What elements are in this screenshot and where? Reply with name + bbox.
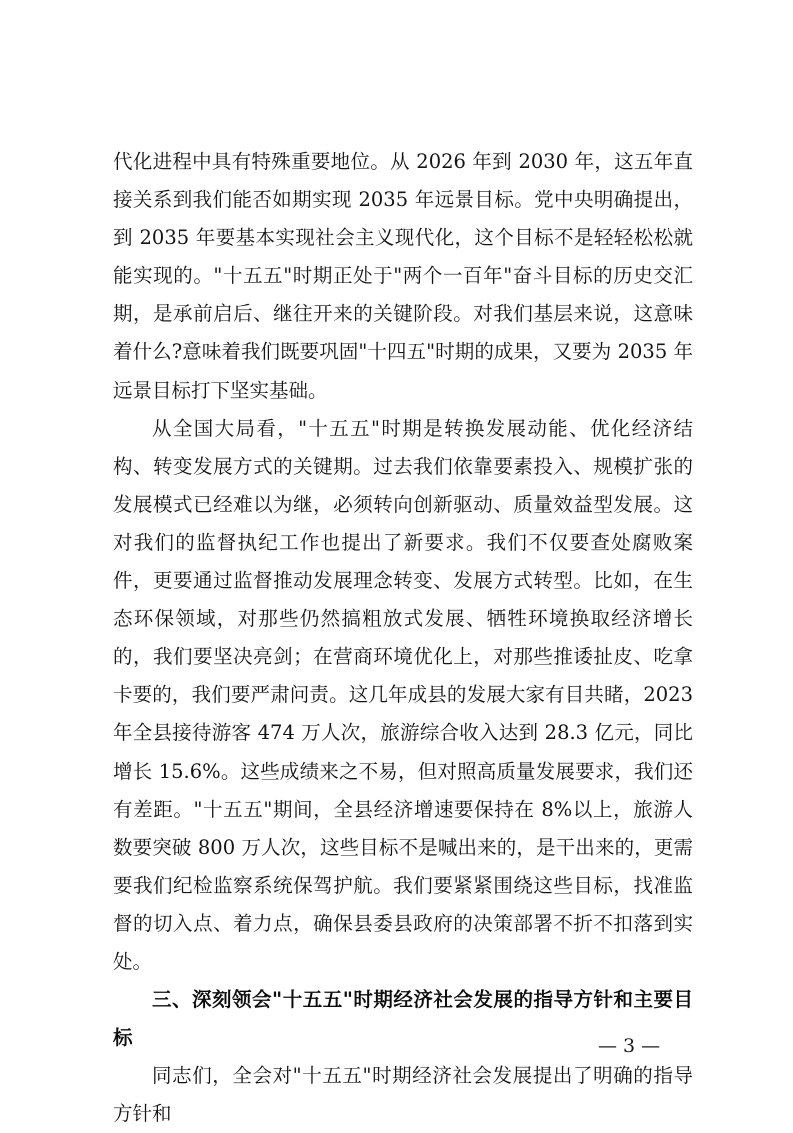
section-heading: 三、深刻领会"十五五"时期经济社会发展的指导方针和主要目标 xyxy=(113,988,693,1050)
paragraph-guiding-principles: 同志们，全会对"十五五"时期经济社会发展提出了明确的指导方针和 xyxy=(113,1064,693,1126)
page-number: — 3 — xyxy=(598,1035,661,1057)
paragraph-continuation: 代化进程中具有特殊重要地位。从 2026 年到 2030 年，这五年直接关系到我们能否如期实现 2035 年远景目标。党中央明确提出，到 2035 年要基本实现社会主义现代化，这个目标不是轻轻松松就能实现的。"十五五"时期正处于"两个一百年"奋斗目标的历史交汇期，是承前启后、继往开来的关键阶段。对我们基层来说，这意味着什么?意味着我们既要巩固"十四五"时期的成果，又要为 2035 年远景目标打下坚实基础。 xyxy=(113,150,693,402)
body-text xyxy=(113,143,693,1133)
paragraph-national-overview: 从全国大局看，"十五五"时期是转换发展动能、优化经济结构、转变发展方式的关键期。过去我们依靠要素投入、规模扩张的发展模式已经难以为继，必须转向创新驱动、质量效益型发展。这对我们的监督执纪工作也提出了新要求。我们不仅要查处腐败案件，更要通过监督推动发展理念转变、发展方式转型。比如，在生态环保领域，对那些仍然搞粗放式发展、牺牲环境换取经济增长的，我们要坚决亮剑；在营商环境优化上，对那些推诿扯皮、吃拿卡要的，我们要严肃问责。这几年成县的发展大家有目共睹，2023 年全县接待游客 474 万人次，旅游综合收入达到 28.3 亿元，同比增长 15.6%。这些成绩来之不易，但对照高质量发展要求，我们还有差距。"十五五"期间，全县经济增速要保持在 8%以上，旅游人数要突破 800 万人次，这些目标不是喊出来的，是干出来的，更需要我们纪检监察系统保驾护航。我们要紧紧围绕这些目标，找准监督的切入点、着力点，确保县委县政府的决策部署不折不扣落到实处。 xyxy=(113,416,693,973)
